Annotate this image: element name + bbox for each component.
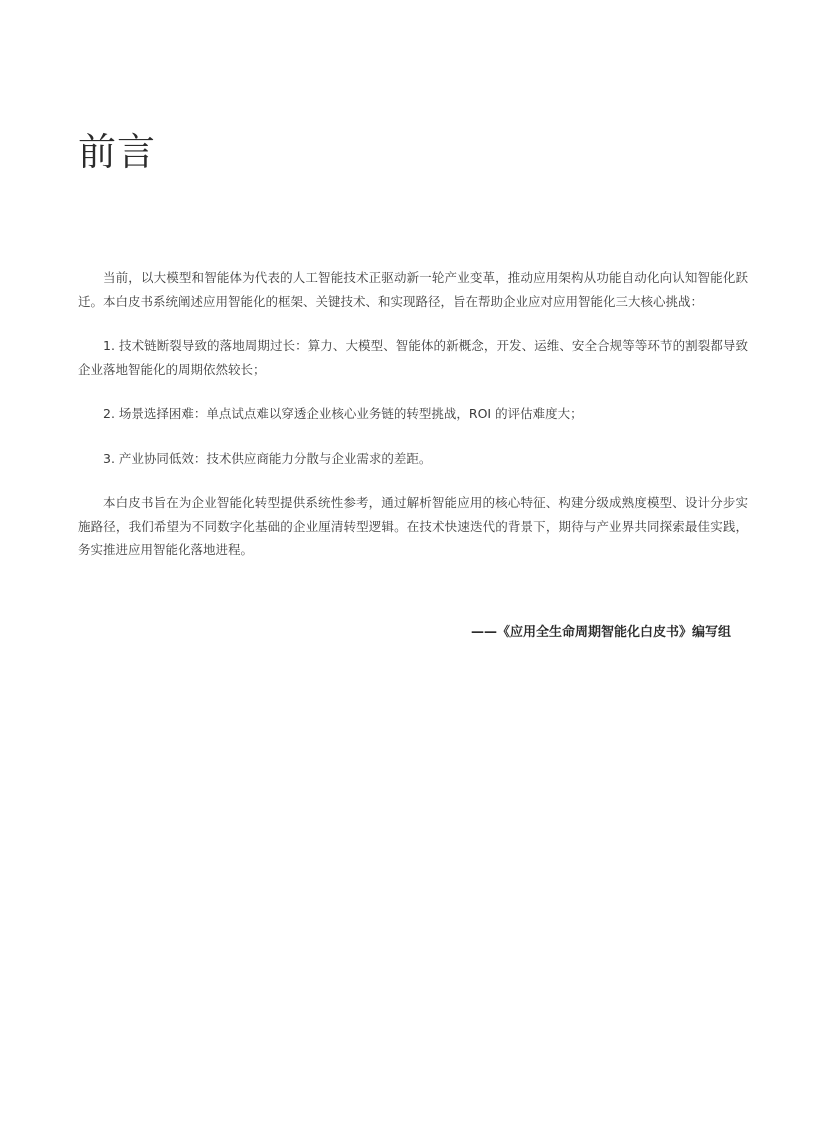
preface-body [78,266,748,583]
paragraph-challenge-3: 3. 产业协同低效：技术供应商能力分散与企业需求的差距。 [103,450,432,466]
paragraph-intro: 当前，以大模型和智能体为代表的人工智能技术正驱动新一轮产业变革，推动应用架构从功能自动化向认知智能化跃迁。本白皮书系统阐述应用智能化的框架、关键技术、和实现路径，旨在帮助企业应对应用智能化三大核心挑战： [78,270,748,309]
paragraph-challenge-1: 1. 技术链断裂导致的落地周期过长：算力、大模型、智能体的新概念，开发、运维、安全合规等等环节的割裂都导致企业落地智能化的周期依然较长； [78,338,748,377]
page-title: 前言 [78,130,157,174]
paragraph-conclusion: 本白皮书旨在为企业智能化转型提供系统性参考，通过解析智能应用的核心特征、构建分级成熟度模型、设计分步实施路径，我们希望为不同数字化基础的企业厘清转型逻辑。在技术快速迭代的背景下，期待与产业界共同探索最佳实践，务实推进应用智能化落地进程。 [78,495,748,557]
paragraph-challenge-2: 2. 场景选择困难：单点试点难以穿透企业核心业务链的转型挑战，ROI 的评估难度大； [103,406,583,421]
author-signature: ——《应用全生命周期智能化白皮书》编写组 [470,625,731,640]
